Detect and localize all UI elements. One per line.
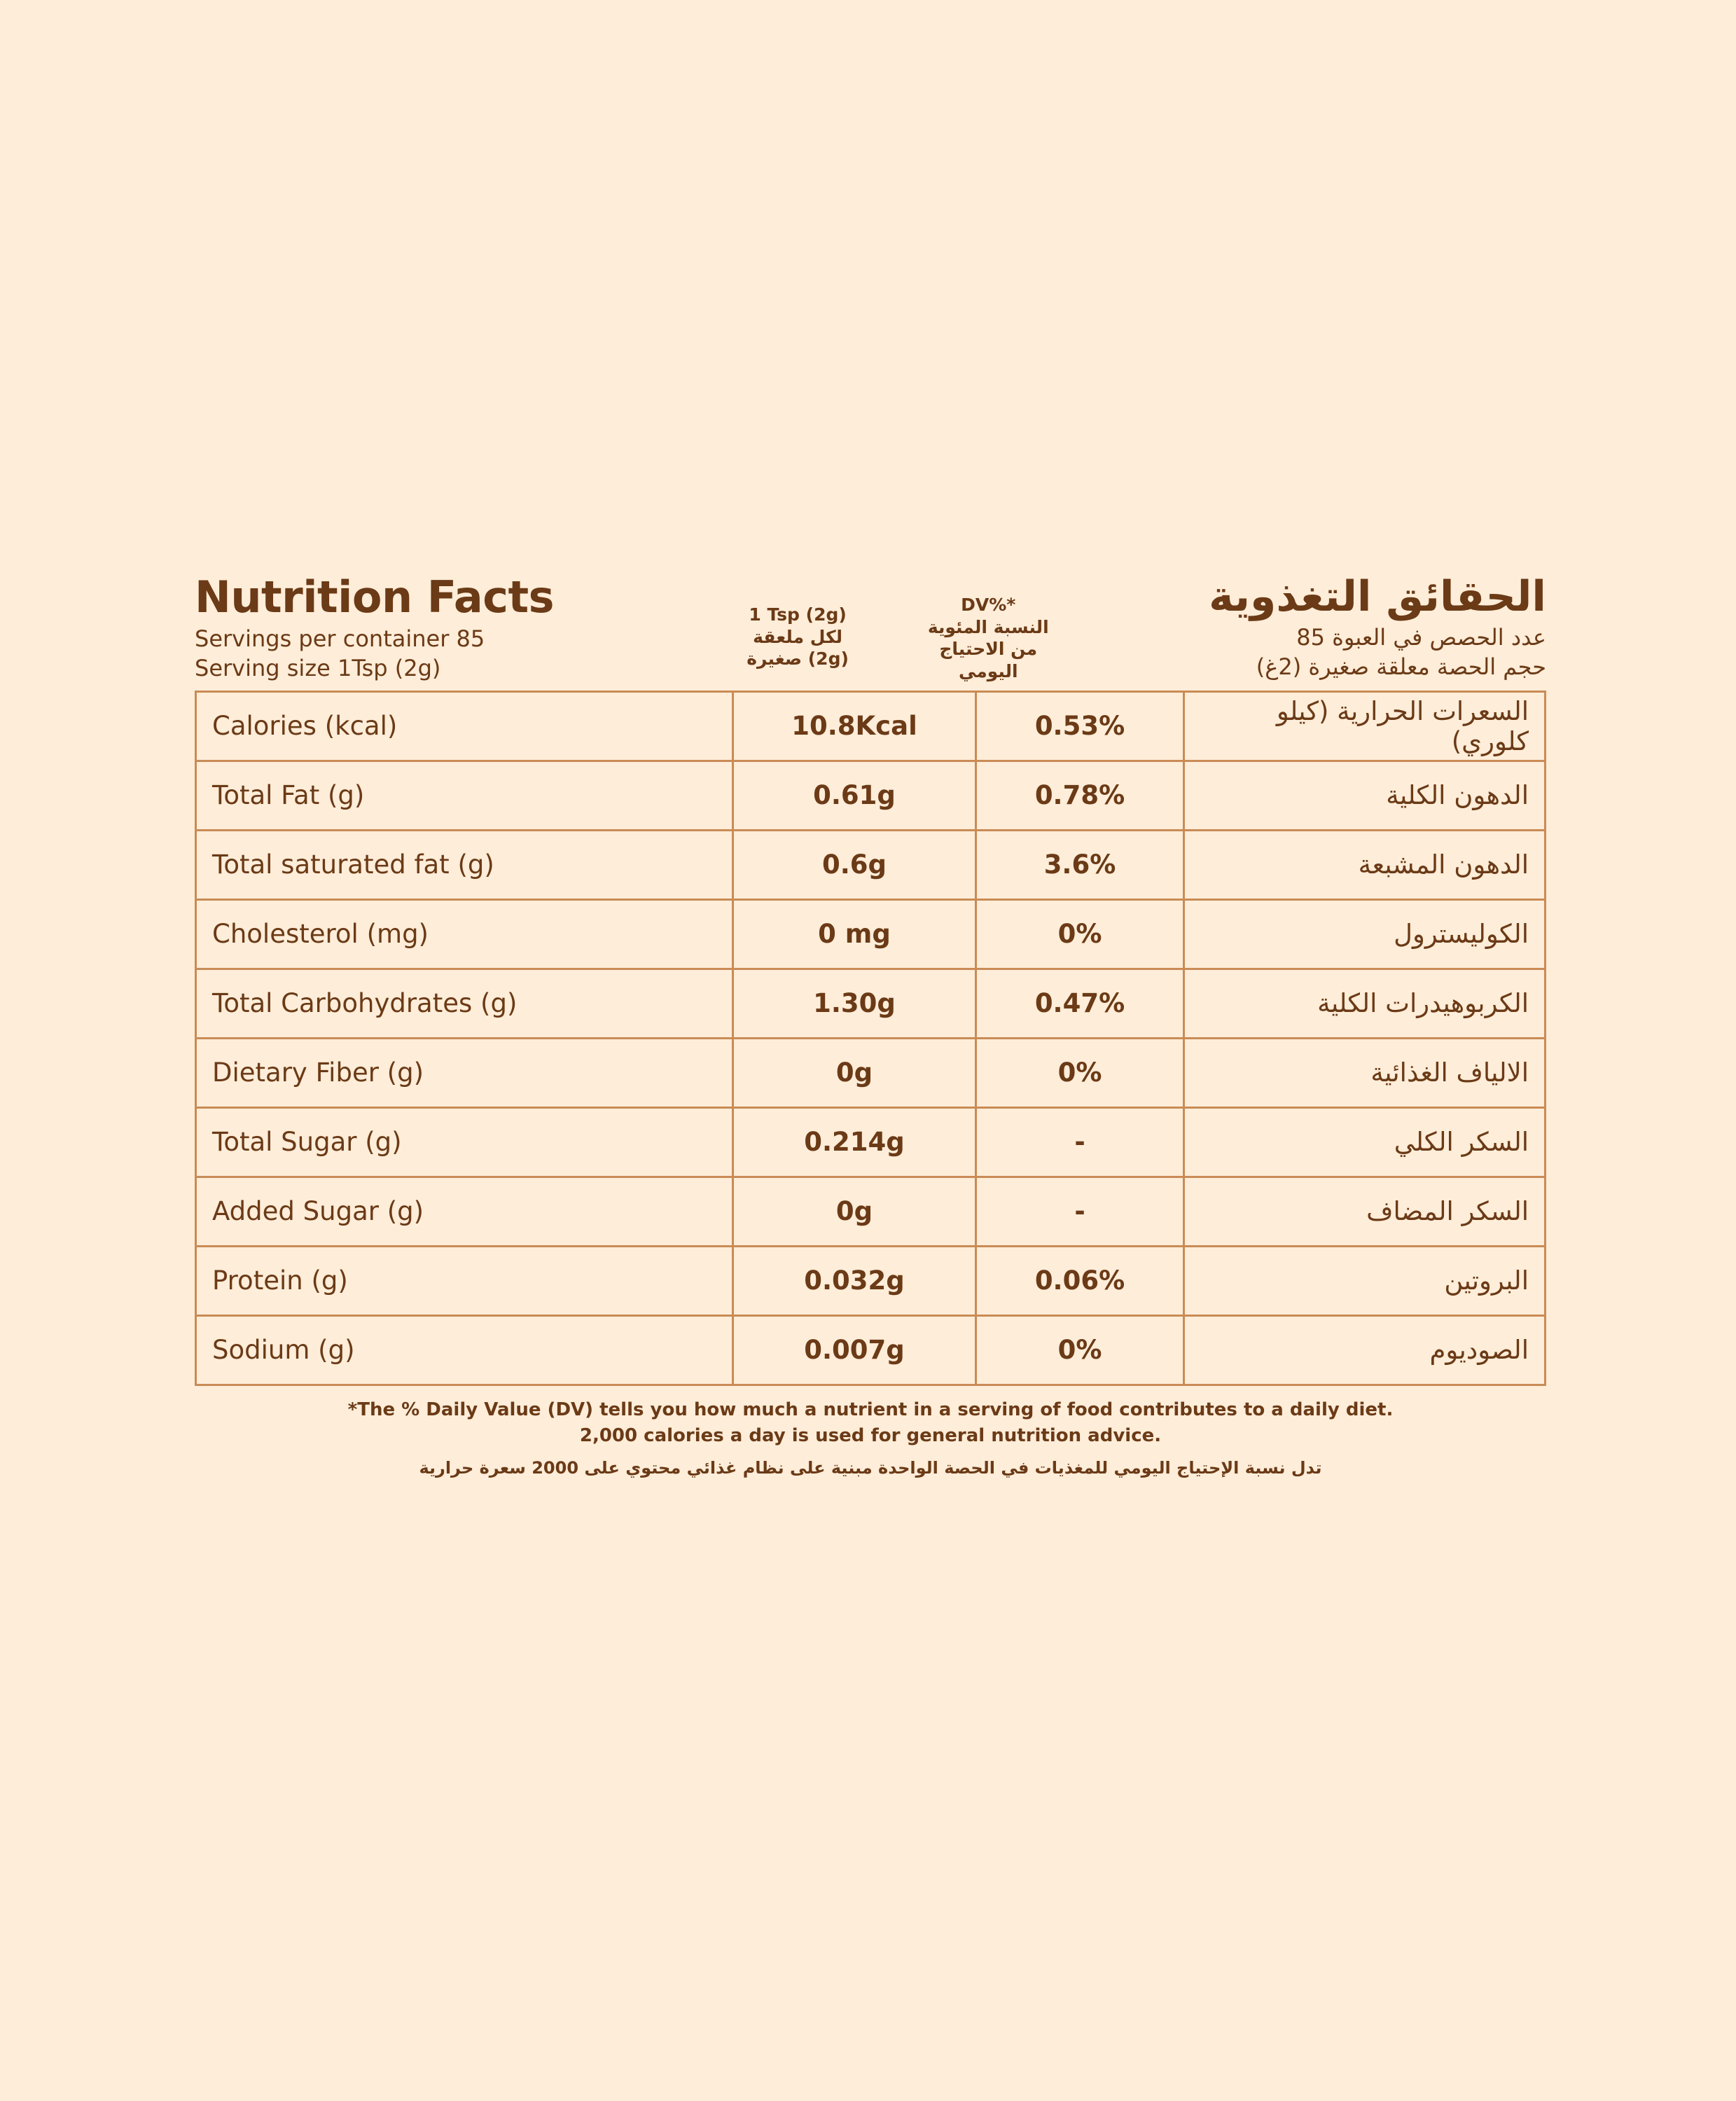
nutrient-name-en: Total Sugar (g) — [196, 1107, 733, 1177]
nutrient-amount: 0.6g — [733, 830, 976, 899]
nutrient-name-ar: الدهون الكلية — [1184, 761, 1546, 830]
dv-column-header-line1: DV%* — [961, 595, 1016, 615]
label-header — [195, 571, 1546, 691]
dv-column-header — [902, 574, 1075, 682]
footnote-en-line1: *The % Daily Value (DV) tells you how much a nutrient in a serving of food contributes to a daily diet. — [347, 1399, 1394, 1420]
nutrient-daily-value: 0.06% — [976, 1246, 1184, 1315]
nutrient-name-en: Dietary Fiber (g) — [196, 1038, 733, 1107]
header-english-block — [195, 571, 694, 684]
nutrition-facts-label — [195, 571, 1546, 1481]
nutrient-daily-value: 0.47% — [976, 969, 1184, 1038]
nutrient-daily-value: 3.6% — [976, 830, 1184, 899]
dv-column-header-line3: من الاحتياج — [939, 639, 1038, 659]
nutrient-amount: 10.8Kcal — [733, 691, 976, 761]
nutrient-daily-value: 0% — [976, 1038, 1184, 1107]
nutrient-amount: 0.032g — [733, 1246, 976, 1315]
nutrient-name-ar: الكربوهيدرات الكلية — [1184, 969, 1546, 1038]
nutrient-name-ar: الدهون المشبعة — [1184, 830, 1546, 899]
table-row — [196, 691, 1546, 761]
nutrition-table — [195, 691, 1546, 1386]
table-row — [196, 1107, 1546, 1177]
table-row — [196, 969, 1546, 1038]
serving-size-ar: حجم الحصة معلقة صغيرة (2غ) — [1256, 653, 1546, 681]
nutrient-daily-value: 0% — [976, 1315, 1184, 1385]
nutrient-name-en: Calories (kcal) — [196, 691, 733, 761]
nutrient-name-ar: السكر المضاف — [1184, 1177, 1546, 1246]
servings-per-container-en: Servings per container 85 — [195, 625, 485, 653]
nutrient-name-en: Sodium (g) — [196, 1315, 733, 1385]
nutrient-amount: 0.214g — [733, 1107, 976, 1177]
nutrient-amount: 0g — [733, 1177, 976, 1246]
nutrient-amount: 1.30g — [733, 969, 976, 1038]
footnote-en-line2: 2,000 calories a day is used for general nutrition advice. — [579, 1425, 1162, 1447]
nutrient-daily-value: 0.53% — [976, 691, 1184, 761]
nutrient-daily-value: 0.78% — [976, 761, 1184, 830]
header-arabic-block — [1075, 574, 1546, 681]
table-row — [196, 899, 1546, 969]
nutrient-name-ar: السعرات الحرارية (كيلو كلوري) — [1184, 691, 1546, 761]
nutrient-name-en: Added Sugar (g) — [196, 1177, 733, 1246]
nutrient-daily-value: - — [976, 1177, 1184, 1246]
footnote-ar-line1: تدل نسبة الإحتياج اليومي للمغذيات في الحصة الواحدة مبنية على نظام غذائي محتوي على 2000 سعرة حرارية — [419, 1457, 1322, 1478]
nutrient-name-en: Total saturated fat (g) — [196, 830, 733, 899]
nutrient-amount: 0.007g — [733, 1315, 976, 1385]
nutrient-name-en: Total Carbohydrates (g) — [196, 969, 733, 1038]
nutrient-name-en: Protein (g) — [196, 1246, 733, 1315]
serving-column-header-line3: صغيرة (2g) — [747, 649, 849, 669]
serving-column-header — [694, 574, 902, 670]
nutrient-name-ar: الصوديوم — [1184, 1315, 1546, 1385]
page-title-ar: الحقائق التغذوية — [1209, 572, 1546, 621]
page-title-en: Nutrition Facts — [195, 571, 555, 623]
nutrient-name-ar: الالياف الغذائية — [1184, 1038, 1546, 1107]
dv-column-header-line4: اليومي — [958, 660, 1018, 681]
table-row — [196, 1246, 1546, 1315]
nutrient-amount: 0 mg — [733, 899, 976, 969]
nutrient-amount: 0g — [733, 1038, 976, 1107]
nutrient-amount: 0.61g — [733, 761, 976, 830]
footnotes — [195, 1397, 1546, 1481]
nutrient-name-ar: السكر الكلي — [1184, 1107, 1546, 1177]
table-row — [196, 761, 1546, 830]
table-row — [196, 1038, 1546, 1107]
servings-per-container-ar: عدد الحصص في العبوة 85 — [1296, 623, 1546, 651]
table-row — [196, 1177, 1546, 1246]
nutrient-daily-value: 0% — [976, 899, 1184, 969]
nutrition-table-body — [196, 691, 1546, 1385]
table-row — [196, 1315, 1546, 1385]
serving-column-header-line2: لكل ملعقة — [753, 626, 843, 647]
serving-size-en: Serving size 1Tsp (2g) — [195, 655, 441, 682]
nutrient-name-en: Cholesterol (mg) — [196, 899, 733, 969]
nutrient-name-ar: البروتين — [1184, 1246, 1546, 1315]
nutrient-name-ar: الكوليسترول — [1184, 899, 1546, 969]
nutrient-daily-value: - — [976, 1107, 1184, 1177]
serving-column-header-line1: 1 Tsp (2g) — [749, 604, 847, 625]
dv-column-header-line2: النسبة المئوية — [927, 616, 1049, 637]
table-row — [196, 830, 1546, 899]
nutrient-name-en: Total Fat (g) — [196, 761, 733, 830]
